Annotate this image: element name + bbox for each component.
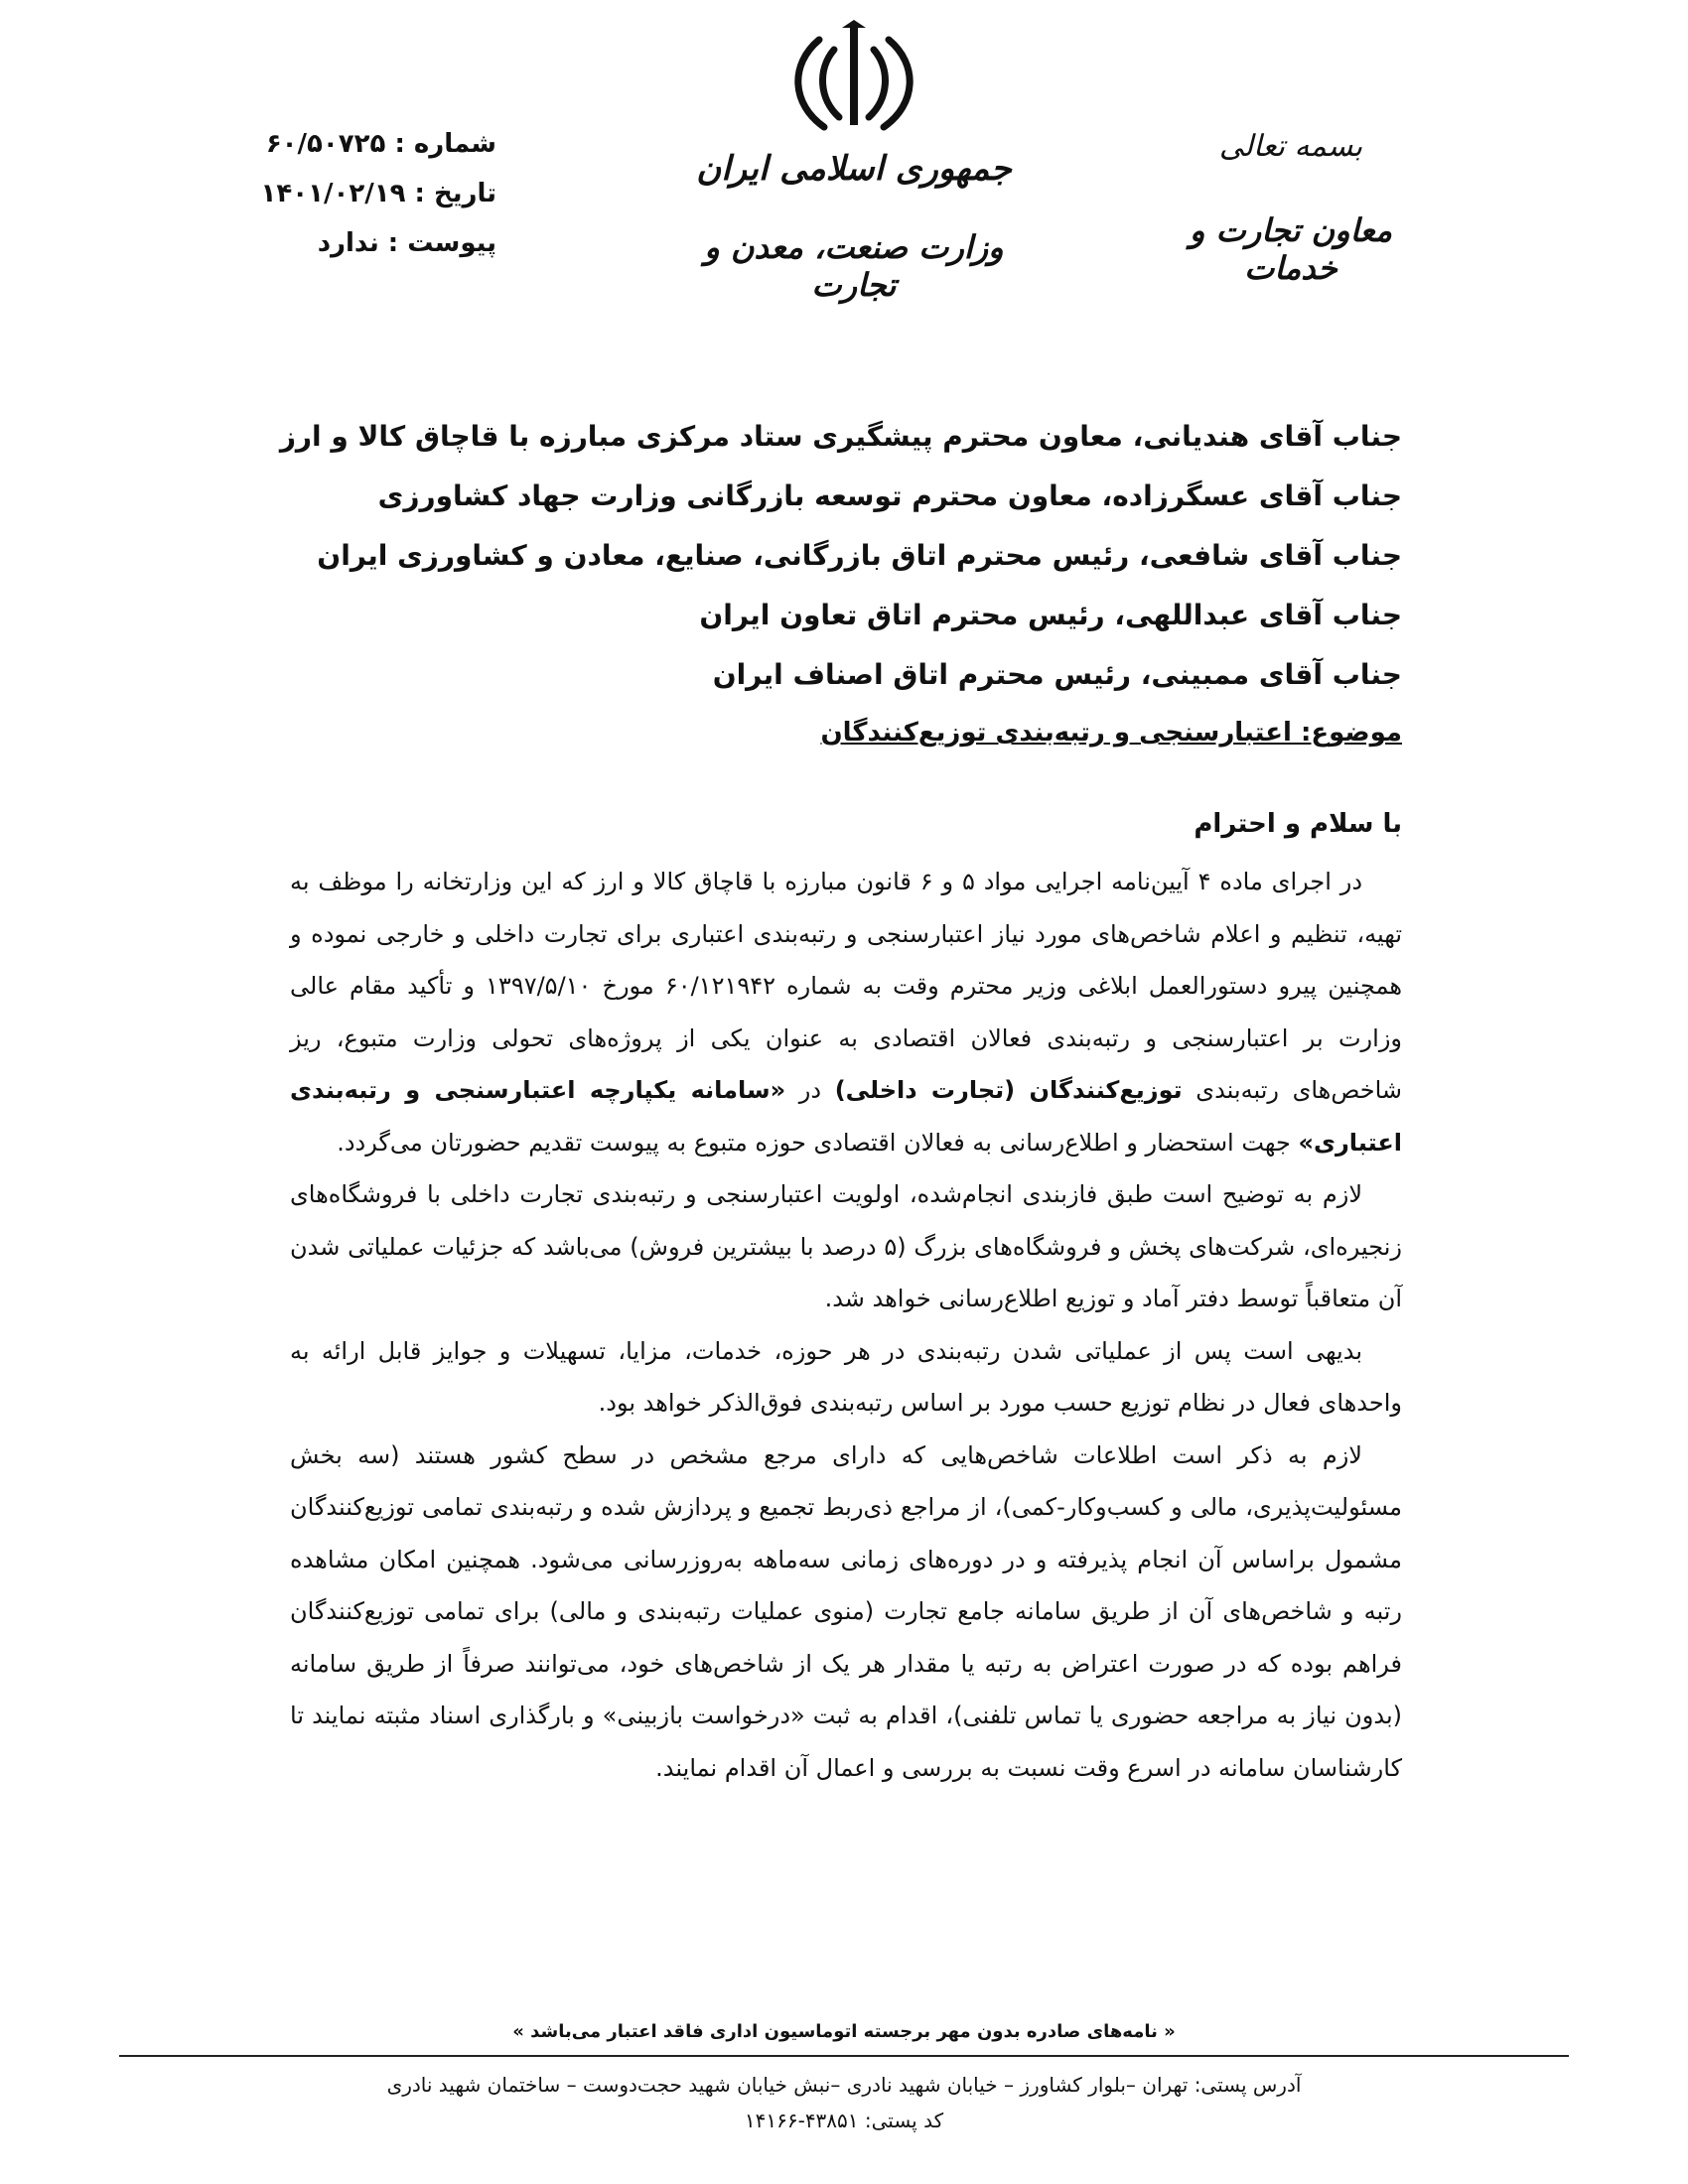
iran-emblem-icon: [779, 20, 928, 139]
deputy-title: معاون تجارت و خدمات: [1190, 211, 1392, 287]
header-center: [685, 20, 1023, 304]
number-label: شماره :: [394, 129, 496, 159]
date-value: ۱۴۰۱/۰۲/۱۹: [260, 179, 406, 208]
ministry-title: وزارت صنعت، معدن و تجارت: [704, 228, 1004, 304]
subject-text: موضوع: اعتبارسنجی و رتبه‌بندی توزیع‌کنندگان: [820, 718, 1402, 748]
bismillah: بسمه تعالی: [1218, 129, 1363, 164]
body-paragraph-3: بدیهی است پس از عملیاتی شدن رتبه‌بندی در هر حوزه، خدمات، مزایا، تسهیلات و جوایز قابل ارائه به واحدهای فعال در نظام توزیع حسب مورد بر اساس رتبه‌بندی فوق‌الذکر خواهد بود.: [290, 1336, 1402, 1417]
letter-meta: [199, 119, 496, 268]
letter-body: [290, 794, 1402, 1794]
recipients-block: [280, 407, 1402, 760]
p1-text-c: جهت استحضار و اطلاع‌رسانی به فعالان اقتصادی حوزه متبوع به پیوست تقدیم حضورتان می‌گردد.: [337, 1128, 1291, 1157]
attachment-label: پیوست :: [387, 228, 496, 258]
number-row: [199, 119, 496, 169]
postal-address: آدرس پستی: تهران –بلوار کشاورز – خیابان شهید نادری –نبش خیابان شهید حجت‌دوست – ساختمان شهید نادری: [386, 2073, 1302, 2097]
footer-divider: [119, 2055, 1569, 2057]
subject-line: [280, 705, 1402, 760]
attachment-value: ندارد: [317, 228, 379, 258]
number-value: ۶۰/۵۰۷۲۵: [265, 129, 386, 159]
footer-address-block: [0, 2067, 1688, 2138]
recipient-line: جناب آقای عسگرزاده، معاون محترم توسعه بازرگانی وزارت جهاد کشاورزی: [377, 479, 1402, 512]
recipient-line: جناب آقای عبداللهی، رئیس محترم اتاق تعاون ایران: [699, 599, 1402, 631]
recipient-line: جناب آقای شافعی، رئیس محترم اتاق بازرگانی، صنایع، معادن و کشاورزی ایران: [317, 539, 1402, 572]
p1-text-a: در اجرای ماده ۴ آیین‌نامه اجرایی مواد ۵ و ۶ قانون مبارزه با قاچاق کالا و ارز که این وزارتخانه را موظف به تهیه، تنظیم و اعلام شاخص‌های مورد نیاز اعتبارسنجی و رتبه‌بندی اعتباری برای تجارت داخلی و خارجی نموده و همچنین پیرو دستورالعمل ابلاغی وزیر محترم وقت به شماره ۶۰/۱۲۱۹۴۲ مورخ ۱۳۹۷/۵/۱۰ و تأکید مقام عالی وزارت بر اعتبارسنجی و رتبه‌بندی فعالان اقتصادی به عنوان یکی از پروژه‌های تحولی وزارت متبوع، ریز شاخص‌های رتبه‌بندی: [290, 868, 1402, 1104]
body-paragraph-1: [290, 856, 1402, 1168]
body-paragraph-2: لازم به توضیح است طبق فازبندی انجام‌شده، اولویت اعتبارسنجی و رتبه‌بندی تجارت داخلی با فروشگاه‌های زنجیره‌ای، شرکت‌های پخش و فروشگاه‌های بزرگ (۵ درصد با بیشترین فروش) می‌باشد که جزئیات عملیاتی شدن آن متعاقباً توسط دفتر آماد و توزیع اطلاع‌رسانی خواهد شد.: [290, 1180, 1402, 1312]
header-right: [1162, 129, 1420, 287]
p1-bold-distributors: توزیع‌کنندگان (تجارت داخلی): [834, 1076, 1183, 1104]
recipient-line: جناب آقای هندیانی، معاون محترم پیشگیری ستاد مرکزی مبارزه با قاچاق کالا و ارز: [279, 420, 1402, 453]
recipient-line: جناب آقای ممبینی، رئیس محترم اتاق اصناف ایران: [712, 658, 1402, 691]
date-label: تاریخ :: [414, 179, 496, 208]
attachment-row: [199, 218, 496, 268]
republic-title: جمهوری اسلامی ایران: [696, 149, 1012, 189]
p1-text-b: در: [798, 1076, 822, 1104]
p1-bold-system: «سامانه یکپارچه اعتبارسنجی و رتبه‌بندی اعتباری»: [290, 1076, 1402, 1157]
footer-validity-note: « نامه‌های صادره بدون مهر برجسته اتوماسیون اداری فاقد اعتبار می‌باشد »: [512, 2021, 1176, 2042]
postal-code: کد پستی: ۴۳۸۵۱-۱۴۱۶۶: [744, 2109, 944, 2132]
body-paragraph-4: لازم به ذکر است اطلاعات شاخص‌هایی که دارای مرجع مشخص در سطح کشور هستند (سه بخش مسئولیت‌پذیری، مالی و کسب‌وکار-کمی)، از مراجع ذی‌ربط تجمیع و پردازش شده و رتبه‌بندی تمامی توزیع‌کنندگان مشمول براساس آن انجام پذیرفته و در دوره‌های زمانی سه‌ماهه به‌روزرسانی می‌شود. همچنین امکان مشاهده رتبه و شاخص‌های آن از طریق سامانه جامع تجارت (منوی عملیات رتبه‌بندی و مالی) برای تمامی توزیع‌کنندگان فراهم بوده که در صورت اعتراض به رتبه یا مقدار هر یک از شاخص‌های خود، می‌توانند صرفاً از طریق سامانه (بدون نیاز به مراجعه حضوری یا تماس تلفنی)، اقدام به ثبت «درخواست بازبینی» و بارگذاری اسناد مثبته نمایند تا کارشناسان سامانه در اسرع وقت نسبت به بررسی و اعمال آن اقدام نمایند.: [290, 1440, 1402, 1782]
salutation: با سلام و احترام: [1194, 809, 1402, 839]
date-row: [199, 169, 496, 218]
